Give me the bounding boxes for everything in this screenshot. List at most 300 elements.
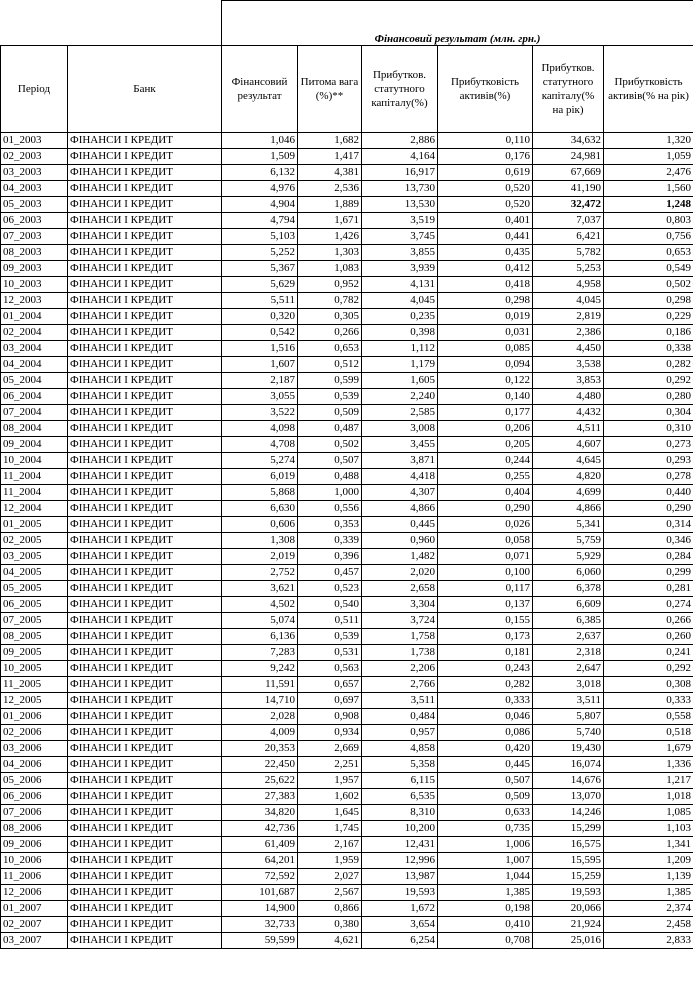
share-cell: 0,266 bbox=[298, 325, 362, 341]
capital-profitability-cell: 13,530 bbox=[362, 197, 438, 213]
capital-profitability-cell: 1,758 bbox=[362, 629, 438, 645]
financial-result-cell: 32,733 bbox=[222, 917, 298, 933]
capital-profitability-cell: 0,445 bbox=[362, 517, 438, 533]
assets-profitability-cell: 0,046 bbox=[438, 709, 533, 725]
assets-profitability-annual-cell: 0,282 bbox=[604, 357, 693, 373]
assets-profitability-annual-cell: 0,292 bbox=[604, 373, 693, 389]
capital-profitability-annual-cell: 19,430 bbox=[533, 741, 604, 757]
assets-profitability-cell: 0,420 bbox=[438, 741, 533, 757]
share-cell: 0,540 bbox=[298, 597, 362, 613]
assets-profitability-annual-cell: 1,139 bbox=[604, 869, 693, 885]
table-row bbox=[1, 677, 693, 693]
capital-profitability-annual-cell: 24,981 bbox=[533, 149, 604, 165]
financial-result-cell: 1,516 bbox=[222, 341, 298, 357]
capital-profitability-annual-cell: 34,632 bbox=[533, 133, 604, 149]
share-cell: 4,621 bbox=[298, 933, 362, 949]
bank-cell: ФІНАНСИ І КРЕДИТ bbox=[68, 789, 222, 805]
table-row bbox=[1, 933, 693, 949]
assets-profitability-cell: 0,441 bbox=[438, 229, 533, 245]
assets-profitability-cell: 0,181 bbox=[438, 645, 533, 661]
bank-cell: ФІНАНСИ І КРЕДИТ bbox=[68, 389, 222, 405]
share-cell: 0,396 bbox=[298, 549, 362, 565]
financial-result-cell: 20,353 bbox=[222, 741, 298, 757]
assets-profitability-cell: 0,244 bbox=[438, 453, 533, 469]
period-cell: 01_2005 bbox=[1, 517, 68, 533]
period-cell: 09_2004 bbox=[1, 437, 68, 453]
share-cell: 0,653 bbox=[298, 341, 362, 357]
share-cell: 1,426 bbox=[298, 229, 362, 245]
assets-profitability-annual-cell: 2,374 bbox=[604, 901, 693, 917]
assets-profitability-annual-cell: 0,310 bbox=[604, 421, 693, 437]
assets-profitability-cell: 0,708 bbox=[438, 933, 533, 949]
share-cell: 0,380 bbox=[298, 917, 362, 933]
capital-profitability-annual-cell: 19,593 bbox=[533, 885, 604, 901]
assets-profitability-annual-cell: 2,833 bbox=[604, 933, 693, 949]
financial-result-cell: 0,606 bbox=[222, 517, 298, 533]
assets-profitability-annual-cell: 1,341 bbox=[604, 837, 693, 853]
period-cell: 03_2004 bbox=[1, 341, 68, 357]
financial-result-cell: 64,201 bbox=[222, 853, 298, 869]
capital-profitability-cell: 0,960 bbox=[362, 533, 438, 549]
capital-profitability-cell: 13,730 bbox=[362, 181, 438, 197]
table-row bbox=[1, 757, 693, 773]
assets-profitability-cell: 0,290 bbox=[438, 501, 533, 517]
capital-profitability-annual-cell: 41,190 bbox=[533, 181, 604, 197]
capital-profitability-cell: 6,535 bbox=[362, 789, 438, 805]
share-cell: 0,305 bbox=[298, 309, 362, 325]
financial-result-cell: 5,868 bbox=[222, 485, 298, 501]
financial-result-cell: 2,187 bbox=[222, 373, 298, 389]
share-cell: 0,782 bbox=[298, 293, 362, 309]
capital-profitability-cell: 12,431 bbox=[362, 837, 438, 853]
assets-profitability-annual-cell: 0,346 bbox=[604, 533, 693, 549]
assets-profitability-annual-cell: 1,679 bbox=[604, 741, 693, 757]
period-cell: 09_2005 bbox=[1, 645, 68, 661]
share-cell: 0,563 bbox=[298, 661, 362, 677]
period-cell: 03_2005 bbox=[1, 549, 68, 565]
capital-profitability-cell: 0,398 bbox=[362, 325, 438, 341]
table-row bbox=[1, 805, 693, 821]
capital-profitability-annual-cell: 4,045 bbox=[533, 293, 604, 309]
period-cell: 08_2006 bbox=[1, 821, 68, 837]
capital-profitability-cell: 1,672 bbox=[362, 901, 438, 917]
share-cell: 0,531 bbox=[298, 645, 362, 661]
assets-profitability-cell: 0,198 bbox=[438, 901, 533, 917]
bank-cell: ФІНАНСИ І КРЕДИТ bbox=[68, 693, 222, 709]
capital-profitability-cell: 0,235 bbox=[362, 309, 438, 325]
period-cell: 12_2006 bbox=[1, 885, 68, 901]
period-cell: 12_2005 bbox=[1, 693, 68, 709]
capital-profitability-cell: 2,766 bbox=[362, 677, 438, 693]
assets-profitability-cell: 0,735 bbox=[438, 821, 533, 837]
share-cell: 0,502 bbox=[298, 437, 362, 453]
column-header-row bbox=[1, 46, 693, 133]
bank-cell: ФІНАНСИ І КРЕДИТ bbox=[68, 901, 222, 917]
period-cell: 10_2003 bbox=[1, 277, 68, 293]
column-header-period: Період bbox=[1, 46, 68, 133]
share-cell: 0,523 bbox=[298, 581, 362, 597]
table-row bbox=[1, 197, 693, 213]
table-row bbox=[1, 213, 693, 229]
table-row bbox=[1, 613, 693, 629]
financial-result-cell: 4,794 bbox=[222, 213, 298, 229]
column-header-financial-result: Фінансовий результат bbox=[222, 46, 298, 133]
financial-result-cell: 6,132 bbox=[222, 165, 298, 181]
bank-cell: ФІНАНСИ І КРЕДИТ bbox=[68, 373, 222, 389]
bank-cell: ФІНАНСИ І КРЕДИТ bbox=[68, 437, 222, 453]
assets-profitability-annual-cell: 0,290 bbox=[604, 501, 693, 517]
assets-profitability-cell: 0,031 bbox=[438, 325, 533, 341]
period-cell: 06_2004 bbox=[1, 389, 68, 405]
table-row bbox=[1, 389, 693, 405]
table-row bbox=[1, 469, 693, 485]
assets-profitability-annual-cell: 0,314 bbox=[604, 517, 693, 533]
capital-profitability-cell: 3,745 bbox=[362, 229, 438, 245]
capital-profitability-annual-cell: 67,669 bbox=[533, 165, 604, 181]
period-cell: 06_2005 bbox=[1, 597, 68, 613]
capital-profitability-annual-cell: 21,924 bbox=[533, 917, 604, 933]
table-row bbox=[1, 853, 693, 869]
capital-profitability-annual-cell: 2,386 bbox=[533, 325, 604, 341]
period-cell: 04_2004 bbox=[1, 357, 68, 373]
table-row bbox=[1, 165, 693, 181]
period-cell: 11_2004 bbox=[1, 485, 68, 501]
bank-cell: ФІНАНСИ І КРЕДИТ bbox=[68, 517, 222, 533]
capital-profitability-cell: 3,654 bbox=[362, 917, 438, 933]
table-row bbox=[1, 325, 693, 341]
financial-result-cell: 0,320 bbox=[222, 309, 298, 325]
assets-profitability-annual-cell: 0,440 bbox=[604, 485, 693, 501]
capital-profitability-cell: 13,987 bbox=[362, 869, 438, 885]
capital-profitability-cell: 3,871 bbox=[362, 453, 438, 469]
assets-profitability-annual-cell: 0,518 bbox=[604, 725, 693, 741]
period-cell: 03_2007 bbox=[1, 933, 68, 949]
capital-profitability-cell: 3,511 bbox=[362, 693, 438, 709]
assets-profitability-cell: 0,410 bbox=[438, 917, 533, 933]
share-cell: 2,251 bbox=[298, 757, 362, 773]
assets-profitability-annual-cell: 0,278 bbox=[604, 469, 693, 485]
financial-result-cell: 1,308 bbox=[222, 533, 298, 549]
capital-profitability-annual-cell: 13,070 bbox=[533, 789, 604, 805]
capital-profitability-annual-cell: 2,637 bbox=[533, 629, 604, 645]
capital-profitability-annual-cell: 4,820 bbox=[533, 469, 604, 485]
capital-profitability-cell: 6,254 bbox=[362, 933, 438, 949]
table-row bbox=[1, 133, 693, 149]
financial-result-cell: 5,367 bbox=[222, 261, 298, 277]
capital-profitability-cell: 3,855 bbox=[362, 245, 438, 261]
assets-profitability-annual-cell: 2,458 bbox=[604, 917, 693, 933]
capital-profitability-cell: 2,585 bbox=[362, 405, 438, 421]
bank-cell: ФІНАНСИ І КРЕДИТ bbox=[68, 181, 222, 197]
table-row bbox=[1, 741, 693, 757]
assets-profitability-annual-cell: 0,281 bbox=[604, 581, 693, 597]
bank-cell: ФІНАНСИ І КРЕДИТ bbox=[68, 677, 222, 693]
table-row bbox=[1, 565, 693, 581]
financial-result-cell: 7,283 bbox=[222, 645, 298, 661]
capital-profitability-annual-cell: 3,018 bbox=[533, 677, 604, 693]
capital-profitability-annual-cell: 4,511 bbox=[533, 421, 604, 437]
capital-profitability-cell: 3,939 bbox=[362, 261, 438, 277]
table-row bbox=[1, 837, 693, 853]
share-cell: 2,536 bbox=[298, 181, 362, 197]
financial-result-cell: 5,274 bbox=[222, 453, 298, 469]
share-cell: 2,669 bbox=[298, 741, 362, 757]
period-cell: 05_2003 bbox=[1, 197, 68, 213]
assets-profitability-cell: 0,205 bbox=[438, 437, 533, 453]
bank-cell: ФІНАНСИ І КРЕДИТ bbox=[68, 133, 222, 149]
period-cell: 07_2006 bbox=[1, 805, 68, 821]
financial-result-cell: 22,450 bbox=[222, 757, 298, 773]
bank-cell: ФІНАНСИ І КРЕДИТ bbox=[68, 661, 222, 677]
share-cell: 1,957 bbox=[298, 773, 362, 789]
assets-profitability-annual-cell: 0,274 bbox=[604, 597, 693, 613]
capital-profitability-cell: 2,240 bbox=[362, 389, 438, 405]
financial-result-cell: 4,708 bbox=[222, 437, 298, 453]
column-header-assets-profitability-annual: Прибутковість активів(% на рік) bbox=[604, 46, 693, 133]
capital-profitability-annual-cell: 15,299 bbox=[533, 821, 604, 837]
assets-profitability-cell: 0,094 bbox=[438, 357, 533, 373]
share-cell: 0,512 bbox=[298, 357, 362, 373]
table-row bbox=[1, 885, 693, 901]
table-row bbox=[1, 421, 693, 437]
table-row bbox=[1, 629, 693, 645]
bank-cell: ФІНАНСИ І КРЕДИТ bbox=[68, 565, 222, 581]
assets-profitability-cell: 0,173 bbox=[438, 629, 533, 645]
assets-profitability-annual-cell: 0,241 bbox=[604, 645, 693, 661]
financial-result-cell: 6,136 bbox=[222, 629, 298, 645]
table-row bbox=[1, 789, 693, 805]
financial-result-cell: 3,621 bbox=[222, 581, 298, 597]
table-row bbox=[1, 709, 693, 725]
assets-profitability-annual-cell: 0,186 bbox=[604, 325, 693, 341]
capital-profitability-cell: 12,996 bbox=[362, 853, 438, 869]
table-row bbox=[1, 229, 693, 245]
assets-profitability-annual-cell: 0,304 bbox=[604, 405, 693, 421]
table-row bbox=[1, 373, 693, 389]
capital-profitability-annual-cell: 4,645 bbox=[533, 453, 604, 469]
capital-profitability-cell: 2,020 bbox=[362, 565, 438, 581]
period-cell: 01_2004 bbox=[1, 309, 68, 325]
period-cell: 02_2005 bbox=[1, 533, 68, 549]
bank-cell: ФІНАНСИ І КРЕДИТ bbox=[68, 453, 222, 469]
assets-profitability-cell: 0,117 bbox=[438, 581, 533, 597]
share-cell: 1,417 bbox=[298, 149, 362, 165]
bank-cell: ФІНАНСИ І КРЕДИТ bbox=[68, 261, 222, 277]
period-cell: 12_2004 bbox=[1, 501, 68, 517]
assets-profitability-cell: 0,401 bbox=[438, 213, 533, 229]
assets-profitability-cell: 0,058 bbox=[438, 533, 533, 549]
financial-result-cell: 4,502 bbox=[222, 597, 298, 613]
share-cell: 0,507 bbox=[298, 453, 362, 469]
assets-profitability-cell: 0,333 bbox=[438, 693, 533, 709]
capital-profitability-cell: 4,164 bbox=[362, 149, 438, 165]
period-cell: 11_2004 bbox=[1, 469, 68, 485]
capital-profitability-cell: 5,358 bbox=[362, 757, 438, 773]
period-cell: 05_2004 bbox=[1, 373, 68, 389]
bank-cell: ФІНАНСИ І КРЕДИТ bbox=[68, 853, 222, 869]
bank-cell: ФІНАНСИ І КРЕДИТ bbox=[68, 597, 222, 613]
assets-profitability-annual-cell: 0,558 bbox=[604, 709, 693, 725]
capital-profitability-cell: 1,112 bbox=[362, 341, 438, 357]
bank-cell: ФІНАНСИ І КРЕДИТ bbox=[68, 229, 222, 245]
capital-profitability-annual-cell: 15,259 bbox=[533, 869, 604, 885]
financial-result-cell: 6,019 bbox=[222, 469, 298, 485]
financial-result-cell: 59,599 bbox=[222, 933, 298, 949]
assets-profitability-cell: 0,071 bbox=[438, 549, 533, 565]
financial-result-cell: 3,055 bbox=[222, 389, 298, 405]
capital-profitability-cell: 4,866 bbox=[362, 501, 438, 517]
period-cell: 04_2003 bbox=[1, 181, 68, 197]
capital-profitability-annual-cell: 5,929 bbox=[533, 549, 604, 565]
financial-result-cell: 1,509 bbox=[222, 149, 298, 165]
assets-profitability-annual-cell: 0,502 bbox=[604, 277, 693, 293]
period-cell: 10_2005 bbox=[1, 661, 68, 677]
table-row bbox=[1, 357, 693, 373]
capital-profitability-cell: 0,484 bbox=[362, 709, 438, 725]
share-cell: 0,599 bbox=[298, 373, 362, 389]
assets-profitability-cell: 0,507 bbox=[438, 773, 533, 789]
table-row bbox=[1, 549, 693, 565]
assets-profitability-annual-cell: 2,476 bbox=[604, 165, 693, 181]
assets-profitability-cell: 0,435 bbox=[438, 245, 533, 261]
table-row bbox=[1, 901, 693, 917]
financial-result-cell: 5,074 bbox=[222, 613, 298, 629]
table-row bbox=[1, 293, 693, 309]
capital-profitability-cell: 16,917 bbox=[362, 165, 438, 181]
share-cell: 0,556 bbox=[298, 501, 362, 517]
capital-profitability-cell: 4,858 bbox=[362, 741, 438, 757]
assets-profitability-annual-cell: 0,338 bbox=[604, 341, 693, 357]
period-cell: 06_2006 bbox=[1, 789, 68, 805]
period-cell: 10_2004 bbox=[1, 453, 68, 469]
assets-profitability-annual-cell: 0,803 bbox=[604, 213, 693, 229]
table-row bbox=[1, 277, 693, 293]
capital-profitability-annual-cell: 4,480 bbox=[533, 389, 604, 405]
financial-result-cell: 3,522 bbox=[222, 405, 298, 421]
share-cell: 0,908 bbox=[298, 709, 362, 725]
period-cell: 02_2006 bbox=[1, 725, 68, 741]
table-row bbox=[1, 597, 693, 613]
share-cell: 2,167 bbox=[298, 837, 362, 853]
bank-cell: ФІНАНСИ І КРЕДИТ bbox=[68, 485, 222, 501]
assets-profitability-cell: 0,100 bbox=[438, 565, 533, 581]
share-cell: 1,745 bbox=[298, 821, 362, 837]
bank-cell: ФІНАНСИ І КРЕДИТ bbox=[68, 741, 222, 757]
period-cell: 05_2006 bbox=[1, 773, 68, 789]
share-cell: 0,509 bbox=[298, 405, 362, 421]
bank-cell: ФІНАНСИ І КРЕДИТ bbox=[68, 213, 222, 229]
share-cell: 0,539 bbox=[298, 629, 362, 645]
capital-profitability-cell: 3,304 bbox=[362, 597, 438, 613]
table-row bbox=[1, 149, 693, 165]
assets-profitability-cell: 0,619 bbox=[438, 165, 533, 181]
table-row bbox=[1, 661, 693, 677]
period-cell: 01_2003 bbox=[1, 133, 68, 149]
capital-profitability-cell: 19,593 bbox=[362, 885, 438, 901]
capital-profitability-annual-cell: 3,538 bbox=[533, 357, 604, 373]
financial-result-cell: 72,592 bbox=[222, 869, 298, 885]
period-cell: 12_2003 bbox=[1, 293, 68, 309]
assets-profitability-cell: 0,137 bbox=[438, 597, 533, 613]
share-cell: 1,959 bbox=[298, 853, 362, 869]
assets-profitability-annual-cell: 0,653 bbox=[604, 245, 693, 261]
bank-cell: ФІНАНСИ І КРЕДИТ bbox=[68, 613, 222, 629]
column-header-capital-profitability: Прибутков. статутного капіталу(%) bbox=[362, 46, 438, 133]
capital-profitability-cell: 3,724 bbox=[362, 613, 438, 629]
share-cell: 2,567 bbox=[298, 885, 362, 901]
financial-result-cell: 27,383 bbox=[222, 789, 298, 805]
financial-result-cell: 11,591 bbox=[222, 677, 298, 693]
capital-profitability-annual-cell: 4,866 bbox=[533, 501, 604, 517]
capital-profitability-cell: 3,455 bbox=[362, 437, 438, 453]
capital-profitability-annual-cell: 16,074 bbox=[533, 757, 604, 773]
assets-profitability-cell: 0,243 bbox=[438, 661, 533, 677]
share-cell: 1,602 bbox=[298, 789, 362, 805]
capital-profitability-annual-cell: 4,432 bbox=[533, 405, 604, 421]
period-cell: 02_2007 bbox=[1, 917, 68, 933]
capital-profitability-annual-cell: 6,060 bbox=[533, 565, 604, 581]
assets-profitability-annual-cell: 1,336 bbox=[604, 757, 693, 773]
capital-profitability-annual-cell: 6,385 bbox=[533, 613, 604, 629]
bank-cell: ФІНАНСИ І КРЕДИТ bbox=[68, 933, 222, 949]
capital-profitability-annual-cell: 5,782 bbox=[533, 245, 604, 261]
table-row bbox=[1, 821, 693, 837]
bank-cell: ФІНАНСИ І КРЕДИТ bbox=[68, 805, 222, 821]
bank-cell: ФІНАНСИ І КРЕДИТ bbox=[68, 581, 222, 597]
assets-profitability-cell: 0,019 bbox=[438, 309, 533, 325]
capital-profitability-cell: 1,738 bbox=[362, 645, 438, 661]
bank-cell: ФІНАНСИ І КРЕДИТ bbox=[68, 469, 222, 485]
capital-profitability-annual-cell: 20,066 bbox=[533, 901, 604, 917]
financial-result-cell: 5,511 bbox=[222, 293, 298, 309]
table-row bbox=[1, 405, 693, 421]
capital-profitability-cell: 8,310 bbox=[362, 805, 438, 821]
capital-profitability-annual-cell: 5,740 bbox=[533, 725, 604, 741]
share-cell: 1,889 bbox=[298, 197, 362, 213]
assets-profitability-annual-cell: 0,293 bbox=[604, 453, 693, 469]
capital-profitability-annual-cell: 6,609 bbox=[533, 597, 604, 613]
assets-profitability-cell: 0,520 bbox=[438, 197, 533, 213]
assets-profitability-cell: 0,206 bbox=[438, 421, 533, 437]
capital-profitability-cell: 2,886 bbox=[362, 133, 438, 149]
assets-profitability-annual-cell: 0,549 bbox=[604, 261, 693, 277]
capital-profitability-annual-cell: 2,647 bbox=[533, 661, 604, 677]
capital-profitability-annual-cell: 14,246 bbox=[533, 805, 604, 821]
capital-profitability-annual-cell: 4,958 bbox=[533, 277, 604, 293]
assets-profitability-cell: 0,520 bbox=[438, 181, 533, 197]
assets-profitability-cell: 0,445 bbox=[438, 757, 533, 773]
share-cell: 0,487 bbox=[298, 421, 362, 437]
assets-profitability-annual-cell: 0,292 bbox=[604, 661, 693, 677]
period-cell: 08_2004 bbox=[1, 421, 68, 437]
share-cell: 1,000 bbox=[298, 485, 362, 501]
financial-result-cell: 42,736 bbox=[222, 821, 298, 837]
period-cell: 10_2006 bbox=[1, 853, 68, 869]
table-row bbox=[1, 261, 693, 277]
table-row bbox=[1, 485, 693, 501]
bank-cell: ФІНАНСИ І КРЕДИТ bbox=[68, 725, 222, 741]
bank-cell: ФІНАНСИ І КРЕДИТ bbox=[68, 325, 222, 341]
assets-profitability-annual-cell: 1,103 bbox=[604, 821, 693, 837]
financial-result-cell: 1,046 bbox=[222, 133, 298, 149]
column-header-bank: Банк bbox=[68, 46, 222, 133]
share-cell: 0,339 bbox=[298, 533, 362, 549]
bank-cell: ФІНАНСИ І КРЕДИТ bbox=[68, 197, 222, 213]
assets-profitability-cell: 0,026 bbox=[438, 517, 533, 533]
capital-profitability-annual-cell: 3,511 bbox=[533, 693, 604, 709]
assets-profitability-cell: 1,385 bbox=[438, 885, 533, 901]
assets-profitability-cell: 0,282 bbox=[438, 677, 533, 693]
